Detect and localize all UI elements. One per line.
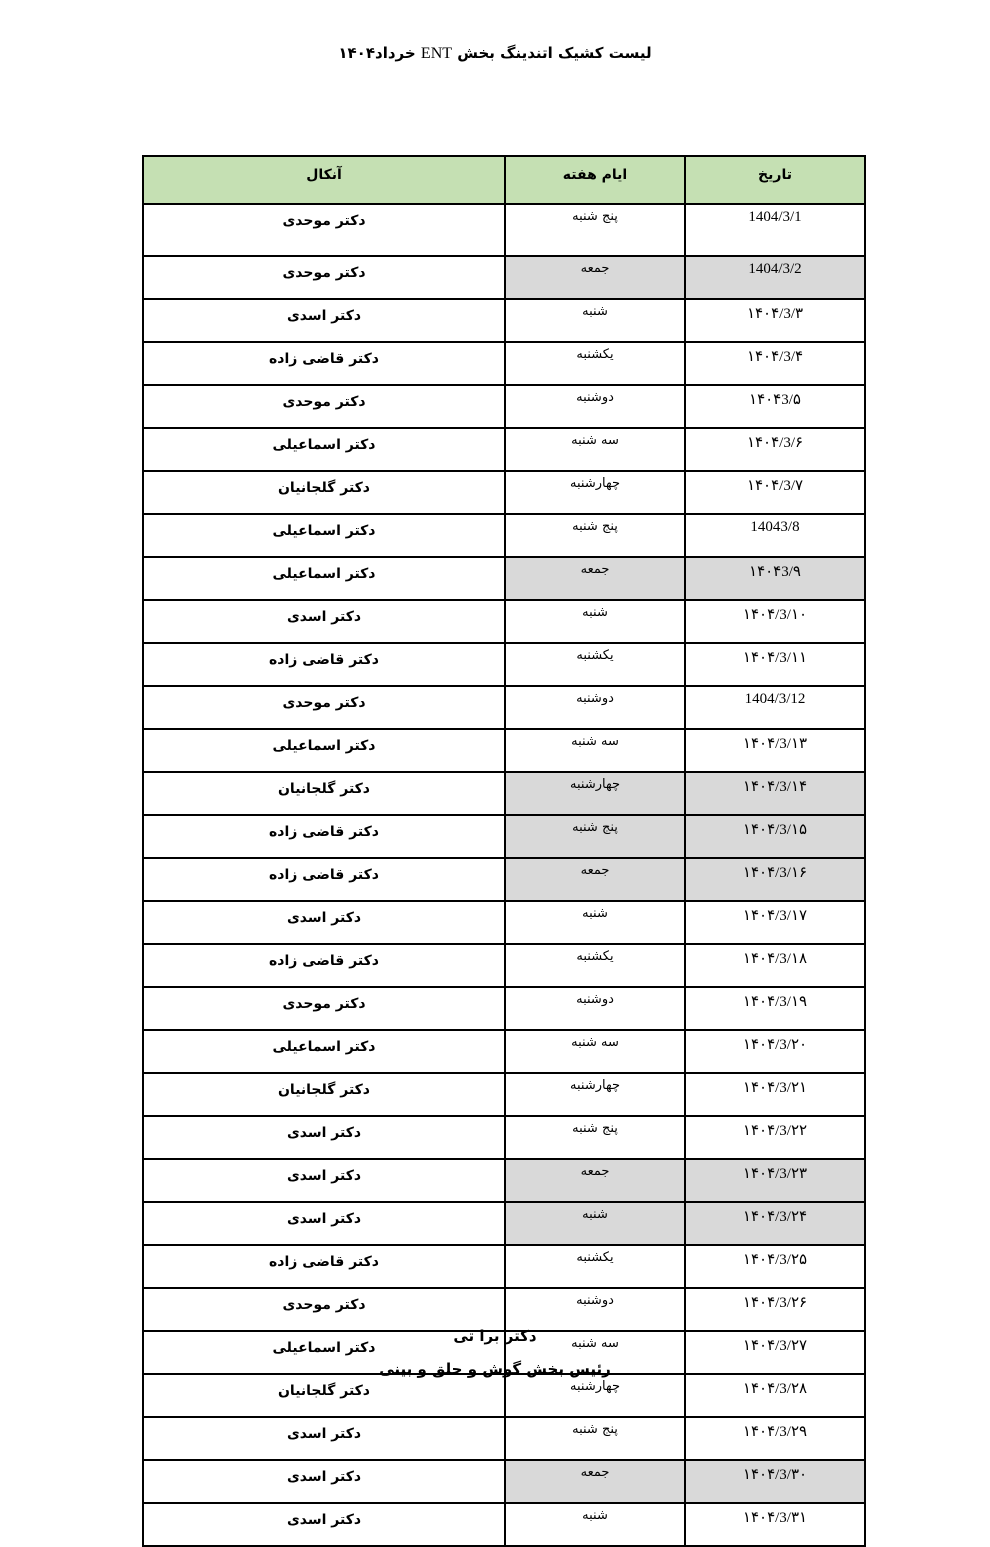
cell-date: 1404/3/12 <box>685 686 865 729</box>
table-row <box>143 1116 865 1159</box>
cell-date: ۱۴۰۴/3/۲۰ <box>685 1030 865 1073</box>
cell-date: 14043/8 <box>685 514 865 557</box>
table-row <box>143 1374 865 1417</box>
cell-weekday: شنبه <box>505 1202 685 1245</box>
cell-date: ۱۴۰۴/3/۲۸ <box>685 1374 865 1417</box>
cell-doctor: دکتر قاضی زاده <box>143 342 505 385</box>
table-row <box>143 772 865 815</box>
cell-doctor: دکتر اسماعیلی <box>143 557 505 600</box>
table-row <box>143 204 865 256</box>
cell-doctor: دکتر قاضی زاده <box>143 643 505 686</box>
cell-date: ۱۴۰۴/3/۲۶ <box>685 1288 865 1331</box>
table-row <box>143 901 865 944</box>
cell-weekday: سه شنبه <box>505 729 685 772</box>
table-row <box>143 600 865 643</box>
title-department-code: ENT <box>420 45 453 62</box>
cell-date: ۱۴۰۴/3/۱۶ <box>685 858 865 901</box>
cell-doctor: دکتر اسدی <box>143 1159 505 1202</box>
cell-doctor: دکتر اسدی <box>143 1116 505 1159</box>
cell-doctor: دکتر گلجانیان <box>143 1073 505 1116</box>
cell-weekday: دوشنبه <box>505 385 685 428</box>
cell-weekday: دوشنبه <box>505 686 685 729</box>
cell-weekday: پنج شنبه <box>505 1116 685 1159</box>
cell-doctor: دکتر قاضی زاده <box>143 815 505 858</box>
cell-doctor: دکتر اسدی <box>143 1503 505 1546</box>
cell-doctor: دکتر قاضی زاده <box>143 1245 505 1288</box>
table-row <box>143 385 865 428</box>
cell-weekday: چهارشنبه <box>505 471 685 514</box>
cell-doctor: دکتر اسدی <box>143 1202 505 1245</box>
cell-weekday: دوشنبه <box>505 1288 685 1331</box>
table-row <box>143 1030 865 1073</box>
cell-doctor: دکتر موحدی <box>143 256 505 299</box>
table-row <box>143 944 865 987</box>
cell-date: ۱۴۰۴/3/۱۸ <box>685 944 865 987</box>
cell-date: ۱۴۰۴/3/۲۷ <box>685 1331 865 1374</box>
header-weekday: ایام هفته <box>505 156 685 204</box>
table-row <box>143 1417 865 1460</box>
cell-doctor: دکتر قاضی زاده <box>143 944 505 987</box>
cell-weekday: شنبه <box>505 299 685 342</box>
table-row <box>143 729 865 772</box>
cell-weekday: چهارشنبه <box>505 1374 685 1417</box>
cell-date: ۱۴۰۴/3/۱۹ <box>685 987 865 1030</box>
header-date: تاریخ <box>685 156 865 204</box>
cell-date: 1404/3/2 <box>685 256 865 299</box>
cell-weekday: شنبه <box>505 901 685 944</box>
cell-date: ۱۴۰۴/3/۶ <box>685 428 865 471</box>
cell-date: ۱۴۰۴/3/۱۴ <box>685 772 865 815</box>
cell-date: ۱۴۰۴/3/۳۱ <box>685 1503 865 1546</box>
cell-date: ۱۴۰۴/3/۲۹ <box>685 1417 865 1460</box>
table-row <box>143 342 865 385</box>
cell-doctor: دکتر اسدی <box>143 600 505 643</box>
table-row <box>143 1288 865 1331</box>
cell-weekday: جمعه <box>505 256 685 299</box>
page-title <box>0 44 990 63</box>
table-header-row <box>143 156 865 204</box>
table-row <box>143 1245 865 1288</box>
table-row <box>143 1073 865 1116</box>
cell-doctor: دکتر موحدی <box>143 686 505 729</box>
cell-weekday: چهارشنبه <box>505 772 685 815</box>
table-row <box>143 858 865 901</box>
cell-weekday: پنج شنبه <box>505 1417 685 1460</box>
table-row <box>143 471 865 514</box>
cell-doctor: دکتر قاضی زاده <box>143 858 505 901</box>
cell-date: ۱۴۰۴/3/۳۰ <box>685 1460 865 1503</box>
cell-weekday: پنج شنبه <box>505 815 685 858</box>
cell-weekday: جمعه <box>505 858 685 901</box>
table-row <box>143 1159 865 1202</box>
cell-weekday: جمعه <box>505 1460 685 1503</box>
cell-date: ۱۴۰۴/3/۷ <box>685 471 865 514</box>
cell-doctor: دکتر گلجانیان <box>143 1374 505 1417</box>
cell-weekday: شنبه <box>505 600 685 643</box>
cell-date: ۱۴۰۴/3/۲۱ <box>685 1073 865 1116</box>
cell-weekday: سه شنبه <box>505 428 685 471</box>
cell-weekday: یکشنبه <box>505 1245 685 1288</box>
cell-date: ۱۴۰۴/3/۱۷ <box>685 901 865 944</box>
table-row <box>143 1503 865 1546</box>
cell-weekday: چهارشنبه <box>505 1073 685 1116</box>
cell-date: ۱۴۰۴3/۹ <box>685 557 865 600</box>
cell-date: ۱۴۰۴/3/۴ <box>685 342 865 385</box>
table-row <box>143 686 865 729</box>
cell-doctor: دکتر اسدی <box>143 901 505 944</box>
table-row <box>143 643 865 686</box>
table-row <box>143 1202 865 1245</box>
cell-doctor: دکتر موحدی <box>143 385 505 428</box>
title-text: لیست کشیک اتندینگ بخش <box>457 44 652 62</box>
cell-date: ۱۴۰۴/3/۱۰ <box>685 600 865 643</box>
cell-date: ۱۴۰۴/3/۲۵ <box>685 1245 865 1288</box>
cell-weekday: شنبه <box>505 1503 685 1546</box>
cell-doctor: دکتر گلجانیان <box>143 772 505 815</box>
signature-role: رئیس بخش گوش و حلق و بینی <box>379 1360 611 1378</box>
cell-weekday: پنج شنبه <box>505 514 685 557</box>
cell-doctor: دکتر موحدی <box>143 987 505 1030</box>
cell-date: ۱۴۰۴/3/۲۴ <box>685 1202 865 1245</box>
cell-weekday: پنج شنبه <box>505 204 685 256</box>
cell-weekday: سه شنبه <box>505 1030 685 1073</box>
cell-doctor: دکتر اسماعیلی <box>143 514 505 557</box>
cell-doctor: دکتر اسدی <box>143 1417 505 1460</box>
cell-date: ۱۴۰۴/3/۲۳ <box>685 1159 865 1202</box>
cell-weekday: یکشنبه <box>505 342 685 385</box>
cell-doctor: دکتر اسماعیلی <box>143 729 505 772</box>
cell-date: ۱۴۰۴/3/۱۳ <box>685 729 865 772</box>
cell-doctor: دکتر اسدی <box>143 299 505 342</box>
cell-doctor: دکتر گلجانیان <box>143 471 505 514</box>
cell-doctor: دکتر اسماعیلی <box>143 1030 505 1073</box>
cell-weekday: یکشنبه <box>505 643 685 686</box>
cell-weekday: دوشنبه <box>505 987 685 1030</box>
signature-name: دکتر برا تی <box>453 1327 537 1345</box>
table-row <box>143 299 865 342</box>
cell-doctor: دکتر موحدی <box>143 204 505 256</box>
cell-date: ۱۴۰۴3/۵ <box>685 385 865 428</box>
header-oncall: آنکال <box>143 156 505 204</box>
cell-date: ۱۴۰۴/3/۳ <box>685 299 865 342</box>
cell-doctor: دکتر اسماعیلی <box>143 428 505 471</box>
table-row <box>143 987 865 1030</box>
cell-weekday: یکشنبه <box>505 944 685 987</box>
title-month: خرداد۱۴۰۴ <box>338 44 416 62</box>
cell-date: 1404/3/1 <box>685 204 865 256</box>
cell-date: ۱۴۰۴/3/۲۲ <box>685 1116 865 1159</box>
cell-weekday: سه شنبه <box>505 1331 685 1374</box>
cell-date: ۱۴۰۴/3/۱۱ <box>685 643 865 686</box>
table-row <box>143 557 865 600</box>
cell-weekday: جمعه <box>505 1159 685 1202</box>
cell-date: ۱۴۰۴/3/۱۵ <box>685 815 865 858</box>
table-row <box>143 514 865 557</box>
cell-doctor: دکتر اسماعیلی <box>143 1331 505 1374</box>
table-row <box>143 428 865 471</box>
cell-weekday: جمعه <box>505 557 685 600</box>
table-row <box>143 815 865 858</box>
cell-doctor: دکتر موحدی <box>143 1288 505 1331</box>
table-row <box>143 256 865 299</box>
table-row <box>143 1460 865 1503</box>
cell-doctor: دکتر اسدی <box>143 1460 505 1503</box>
